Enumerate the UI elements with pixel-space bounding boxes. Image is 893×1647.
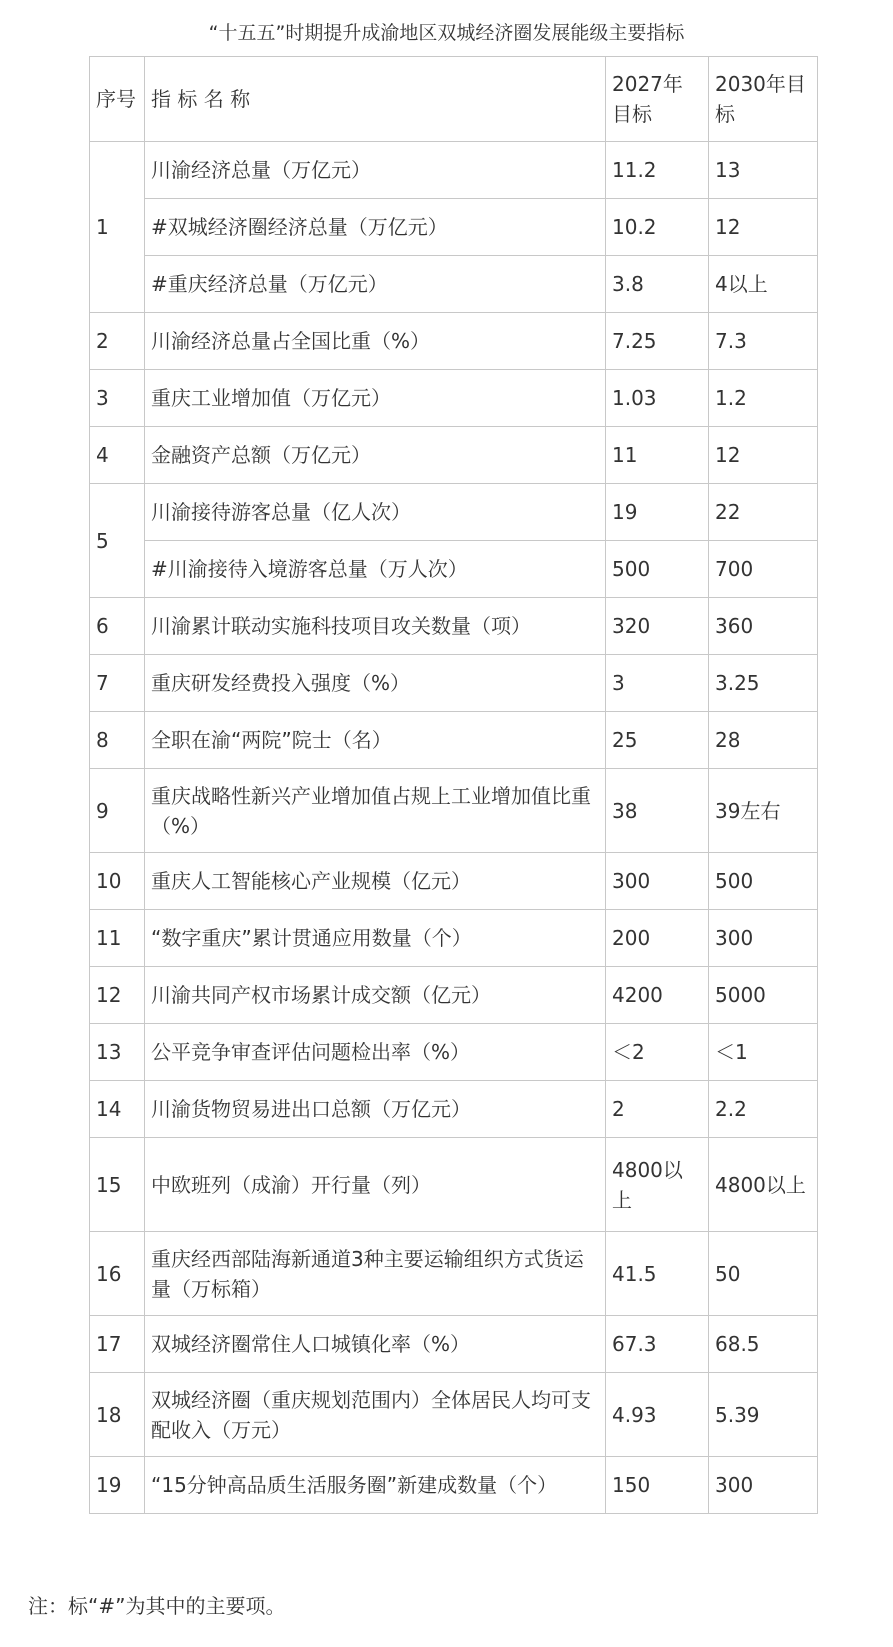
indicator-name: 重庆战略性新兴产业增加值占规上工业增加值比重（%） bbox=[145, 769, 606, 853]
table-row bbox=[90, 598, 818, 655]
row-number: 19 bbox=[90, 1457, 145, 1514]
indicator-name: 重庆人工智能核心产业规模（亿元） bbox=[145, 853, 606, 910]
row-number: 12 bbox=[90, 967, 145, 1024]
row-number: 3 bbox=[90, 370, 145, 427]
target-2027: 3.8 bbox=[606, 256, 709, 313]
target-2030: 300 bbox=[709, 1457, 818, 1514]
table-row bbox=[90, 256, 818, 313]
target-2027: ＜2 bbox=[606, 1024, 709, 1081]
target-2027: 11 bbox=[606, 427, 709, 484]
target-2027: 7.25 bbox=[606, 313, 709, 370]
target-2027: 10.2 bbox=[606, 199, 709, 256]
table-row bbox=[90, 1457, 818, 1514]
target-2027: 38 bbox=[606, 769, 709, 853]
indicator-name: 双城经济圈常住人口城镇化率（%） bbox=[145, 1316, 606, 1373]
indicator-name: “数字重庆”累计贯通应用数量（个） bbox=[145, 910, 606, 967]
row-number: 16 bbox=[90, 1232, 145, 1316]
table-row bbox=[90, 541, 818, 598]
row-number: 1 bbox=[90, 142, 145, 313]
target-2030: ＜1 bbox=[709, 1024, 818, 1081]
table-row bbox=[90, 769, 818, 853]
table-row bbox=[90, 142, 818, 199]
target-2027: 300 bbox=[606, 853, 709, 910]
target-2030: 12 bbox=[709, 199, 818, 256]
target-2027: 1.03 bbox=[606, 370, 709, 427]
table-row bbox=[90, 910, 818, 967]
row-number: 2 bbox=[90, 313, 145, 370]
target-2030: 4以上 bbox=[709, 256, 818, 313]
target-2030: 39左右 bbox=[709, 769, 818, 853]
footnote: 注：标“#”为其中的主要项。 bbox=[28, 1594, 286, 1618]
header-no: 序号 bbox=[90, 57, 145, 142]
target-2030: 500 bbox=[709, 853, 818, 910]
indicator-name: 川渝经济总量（万亿元） bbox=[145, 142, 606, 199]
table-row bbox=[90, 199, 818, 256]
target-2030: 2.2 bbox=[709, 1081, 818, 1138]
row-number: 8 bbox=[90, 712, 145, 769]
indicator-name: 川渝接待游客总量（亿人次） bbox=[145, 484, 606, 541]
target-2027: 2 bbox=[606, 1081, 709, 1138]
target-2030: 1.2 bbox=[709, 370, 818, 427]
target-2027: 67.3 bbox=[606, 1316, 709, 1373]
header-row bbox=[90, 57, 818, 142]
row-number: 11 bbox=[90, 910, 145, 967]
target-2027: 19 bbox=[606, 484, 709, 541]
target-2030: 360 bbox=[709, 598, 818, 655]
table-row bbox=[90, 1138, 818, 1232]
target-2030: 13 bbox=[709, 142, 818, 199]
target-2030: 12 bbox=[709, 427, 818, 484]
table-row bbox=[90, 1373, 818, 1457]
row-number: 9 bbox=[90, 769, 145, 853]
table-row bbox=[90, 712, 818, 769]
indicator-name: 重庆经西部陆海新通道3种主要运输组织方式货运量（万标箱） bbox=[145, 1232, 606, 1316]
row-number: 15 bbox=[90, 1138, 145, 1232]
indicator-name: 双城经济圈（重庆规划范围内）全体居民人均可支配收入（万元） bbox=[145, 1373, 606, 1457]
table-row bbox=[90, 1232, 818, 1316]
target-2030: 300 bbox=[709, 910, 818, 967]
indicator-name: 川渝累计联动实施科技项目攻关数量（项） bbox=[145, 598, 606, 655]
table-row bbox=[90, 1316, 818, 1373]
indicator-name: #双城经济圈经济总量（万亿元） bbox=[145, 199, 606, 256]
target-2030: 50 bbox=[709, 1232, 818, 1316]
row-number: 14 bbox=[90, 1081, 145, 1138]
target-2030: 22 bbox=[709, 484, 818, 541]
target-2027: 3 bbox=[606, 655, 709, 712]
target-2030: 5000 bbox=[709, 967, 818, 1024]
header-name: 指 标 名 称 bbox=[145, 57, 606, 142]
target-2030: 4800以上 bbox=[709, 1138, 818, 1232]
target-2027: 41.5 bbox=[606, 1232, 709, 1316]
target-2027: 150 bbox=[606, 1457, 709, 1514]
indicator-name: 重庆研发经费投入强度（%） bbox=[145, 655, 606, 712]
row-number: 4 bbox=[90, 427, 145, 484]
target-2027: 4.93 bbox=[606, 1373, 709, 1457]
target-2030: 3.25 bbox=[709, 655, 818, 712]
indicator-name: #重庆经济总量（万亿元） bbox=[145, 256, 606, 313]
table-row bbox=[90, 370, 818, 427]
target-2030: 28 bbox=[709, 712, 818, 769]
row-number: 10 bbox=[90, 853, 145, 910]
table-row bbox=[90, 313, 818, 370]
target-2027: 4200 bbox=[606, 967, 709, 1024]
header-2027: 2027年目标 bbox=[606, 57, 709, 142]
indicator-name: 川渝货物贸易进出口总额（万亿元） bbox=[145, 1081, 606, 1138]
indicator-table bbox=[89, 56, 818, 1514]
row-number: 17 bbox=[90, 1316, 145, 1373]
table-row bbox=[90, 853, 818, 910]
table-row bbox=[90, 1024, 818, 1081]
target-2030: 7.3 bbox=[709, 313, 818, 370]
indicator-name: 川渝共同产权市场累计成交额（亿元） bbox=[145, 967, 606, 1024]
target-2027: 11.2 bbox=[606, 142, 709, 199]
indicator-name: 金融资产总额（万亿元） bbox=[145, 427, 606, 484]
indicator-name: 川渝经济总量占全国比重（%） bbox=[145, 313, 606, 370]
indicator-name: “15分钟高品质生活服务圈”新建成数量（个） bbox=[145, 1457, 606, 1514]
row-number: 7 bbox=[90, 655, 145, 712]
row-number: 5 bbox=[90, 484, 145, 598]
indicator-name: 公平竞争审查评估问题检出率（%） bbox=[145, 1024, 606, 1081]
target-2027: 500 bbox=[606, 541, 709, 598]
indicator-name: #川渝接待入境游客总量（万人次） bbox=[145, 541, 606, 598]
target-2030: 700 bbox=[709, 541, 818, 598]
indicator-name: 中欧班列（成渝）开行量（列） bbox=[145, 1138, 606, 1232]
header-2030: 2030年目标 bbox=[709, 57, 818, 142]
table-row bbox=[90, 967, 818, 1024]
table-body bbox=[90, 142, 818, 1514]
table-row bbox=[90, 484, 818, 541]
indicator-name: 重庆工业增加值（万亿元） bbox=[145, 370, 606, 427]
indicator-name: 全职在渝“两院”院士（名） bbox=[145, 712, 606, 769]
table-row bbox=[90, 1081, 818, 1138]
target-2027: 320 bbox=[606, 598, 709, 655]
target-2027: 4800以上 bbox=[606, 1138, 709, 1232]
target-2030: 5.39 bbox=[709, 1373, 818, 1457]
target-2027: 200 bbox=[606, 910, 709, 967]
table-row bbox=[90, 655, 818, 712]
row-number: 18 bbox=[90, 1373, 145, 1457]
target-2027: 25 bbox=[606, 712, 709, 769]
table-row bbox=[90, 427, 818, 484]
target-2030: 68.5 bbox=[709, 1316, 818, 1373]
table-title: “十五五”时期提升成渝地区双城经济圈发展能级主要指标 bbox=[208, 22, 685, 44]
row-number: 13 bbox=[90, 1024, 145, 1081]
row-number: 6 bbox=[90, 598, 145, 655]
